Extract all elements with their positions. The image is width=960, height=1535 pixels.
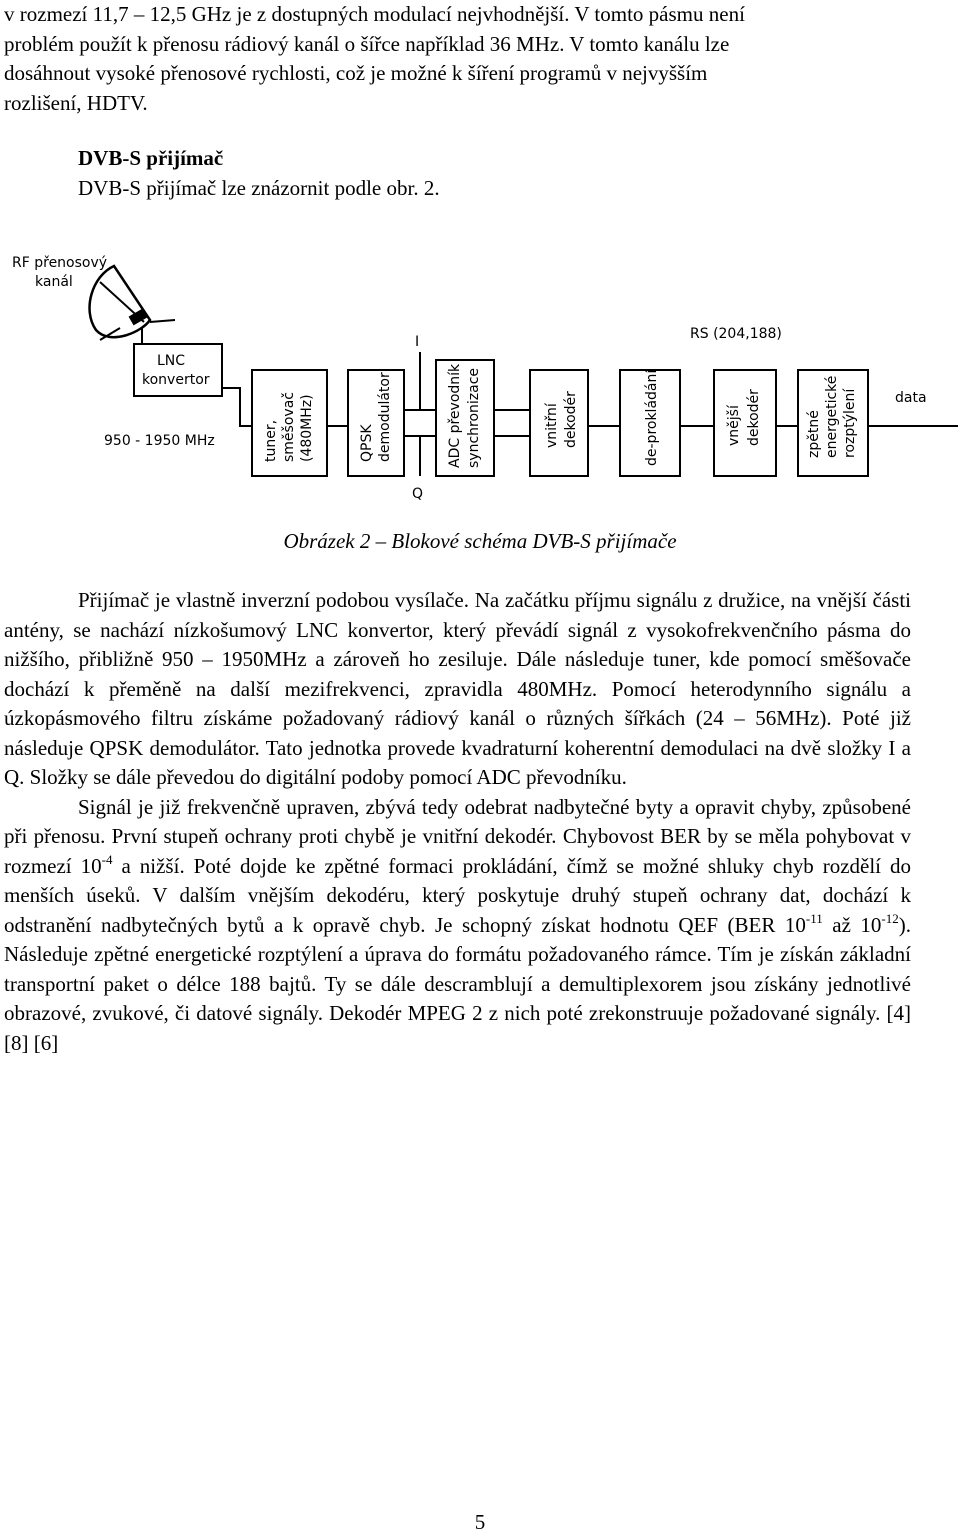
block-label: energetické: [824, 375, 840, 458]
q-label: Q: [412, 486, 424, 502]
lnc-block: [134, 344, 222, 396]
block-label: zpětné: [806, 410, 822, 458]
block-label: tuner,: [263, 419, 279, 462]
superscript: -4: [101, 851, 113, 867]
paragraph-text: a nižší. Poté dojde ke zpětné formaci prokládání, čímž se možné shluky chyb rozdělí do menších úseků. V dalším vnějším dekodéru, který poskytuje druhý stupeň ochrany dat, dochází k odstranění nadbytečných bytů a k opravě chyb. Je schopný získat hodnotu QEF (BER 10: [4, 853, 911, 937]
lnc-label: konvertor: [142, 372, 210, 388]
rf-label: kanál: [35, 274, 73, 290]
block-label: demodulátor: [377, 372, 393, 462]
block-label: de-prokládání: [644, 369, 660, 466]
data-label: data: [895, 390, 927, 406]
superscript: -12: [881, 910, 899, 926]
section-subline: DVB-S přijímač lze znázornit podle obr. 2.: [78, 176, 440, 200]
page-number: 5: [474, 1510, 486, 1534]
block-label: vnitřní: [544, 403, 560, 448]
paragraph-text: až 10: [822, 912, 882, 937]
block-label: dekodér: [746, 389, 762, 446]
intro-line: dosáhnout vysoké přenosové rychlosti, což je možné k šíření programů v nejvyšším: [4, 61, 708, 85]
paragraph-text: Signál je již frekvenčně upraven, zbývá tedy odebrat nadbytečné byty a opravit chyby, způsobené při přenosu. První stupeň ochrany proti chybě je vnitřní dekodér. Chybovost BER by se měla pohybovat v rozmezí 10: [4, 794, 911, 878]
block-label: rozptýlení: [842, 388, 858, 458]
paragraph: [4, 793, 911, 1059]
intro-line: v rozmezí 11,7 – 12,5 GHz je z dostupných modulací nejvhodnější. V tomto pásmu není: [4, 2, 745, 26]
dvbs-block-diagram: [0, 240, 960, 510]
block-label: směšovač: [281, 392, 297, 462]
block-label: QPSK: [359, 424, 375, 462]
deinterleave-label-group: [644, 369, 660, 466]
rf-label: RF přenosový: [12, 255, 108, 271]
outer-decoder-block: [714, 370, 776, 476]
rs-label: RS (204,188): [690, 326, 782, 342]
block-label: dekodér: [563, 391, 579, 448]
block-label: vnější: [726, 405, 742, 446]
intro-line: rozlišení, HDTV.: [4, 90, 148, 115]
block-label: (480MHz): [299, 394, 315, 462]
paragraph-text: ). Následuje zpětné energetické rozptýlení a úprava do formátu požadovaného rámce. Tím je získán základní transportní paket o délce 188 bajtů. Ty se dále descramblují a demultiplexorem jsou získány jednotlivé obrazové, zvukové, či datové signály. Dekodér MPEG 2 z nich poté zrekonstruuje požadované signály. [4] [8] [6]: [4, 912, 911, 1055]
lnc-label: LNC: [157, 353, 186, 369]
adc-block: [436, 360, 494, 476]
dish-antenna-icon: [90, 266, 175, 344]
section-heading: DVB-S přijímač: [78, 146, 224, 170]
figure-caption: Obrázek 2 – Blokové schéma DVB-S přijímače: [283, 529, 677, 553]
i-label: I: [415, 334, 420, 350]
block-label: synchronizace: [466, 367, 482, 468]
frequency-label: 950 - 1950 MHz: [104, 433, 215, 449]
body-text: [4, 586, 911, 1058]
superscript: -11: [805, 910, 823, 926]
qpsk-block: [348, 370, 404, 476]
intro-line: problém použít k přenosu rádiový kanál o šířce například 36 MHz. V tomto kanálu lze: [4, 31, 730, 56]
block-label: ADC převodník: [447, 363, 463, 468]
intro-paragraph: [4, 0, 910, 118]
paragraph: Přijímač je vlastně inverzní podobou vysílače. Na začátku příjmu signálu z družice, na vnější části antény, se nachází nízkošumový LNC konvertor, který převádí signál z vysokofrekvenčního pásma do nižšího, přibližně 950 – 1950MHz a zároveň ho zesiluje. Dále následuje tuner, kde pomocí směšovače dochází k přeměně na další mezifrekvenci, zpravidla 480MHz. Pomocí heterodynního signálu a úzkopásmového filtru získáme požadovaný rádiový kanál o různých šířkách (24 – 56MHz). Poté již následuje QPSK demodulátor. Tato jednotka provede kvadraturní koherentní demodulaci na dvě složky I a Q. Složky se dále převedou do digitální podoby pomocí ADC převodníku.: [4, 588, 911, 789]
